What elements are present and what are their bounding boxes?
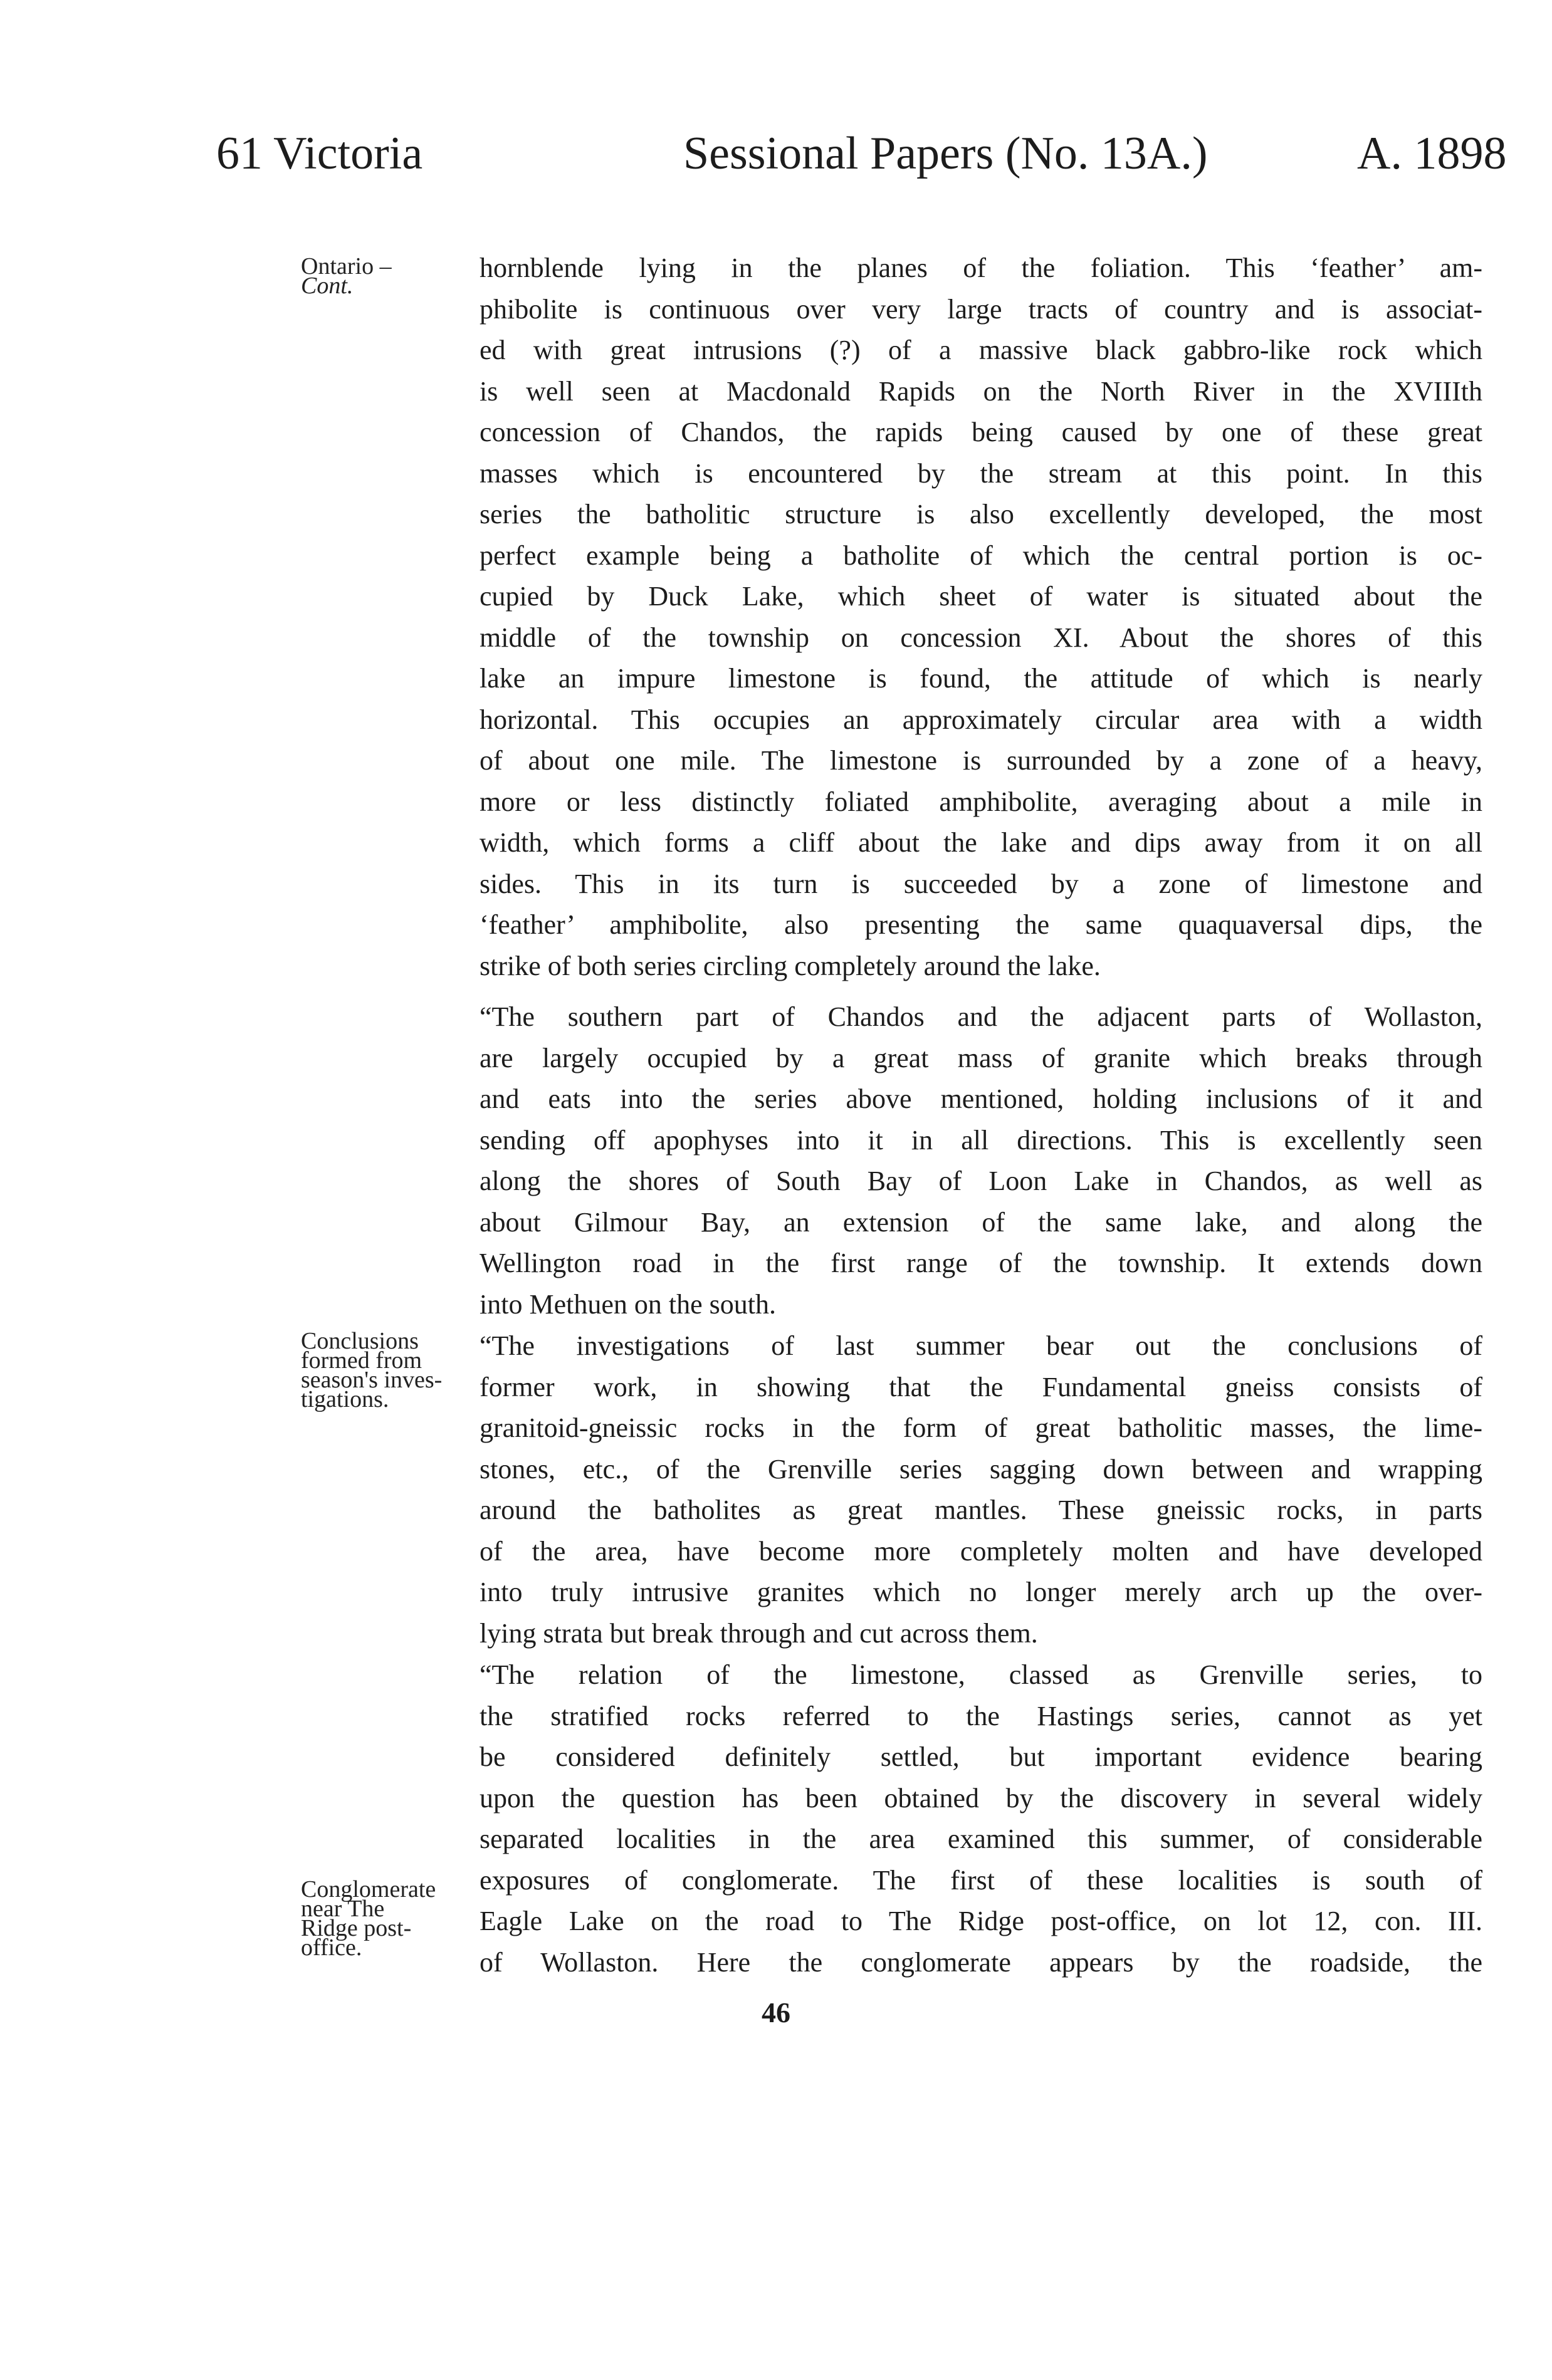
- text-line: hornblende lying in the planes of the foliation. This ‘feather’ am-: [480, 253, 1482, 283]
- text-line: phibolite is continuous over very large tracts of country and is associat-: [480, 293, 1482, 325]
- sidenote-line: office.: [301, 1934, 362, 1961]
- text-line: of the area, have become more completely molten and have developed: [480, 1535, 1482, 1567]
- text-line: separated localities in the area examined this summer, of considerable: [480, 1824, 1482, 1854]
- sidenote-line: Ridge post-: [301, 1915, 412, 1941]
- text-line: ed with great intrusions (?) of a massive black gabbro-like rock which: [480, 335, 1482, 365]
- sidenote-ontario: [301, 253, 464, 299]
- text-line: into truly intrusive granites which no longer merely arch up the over-: [480, 1577, 1482, 1607]
- text-line: and eats into the series above mentioned, holding inclusions of it and: [480, 1083, 1482, 1114]
- text-line: horizontal. This occupies an approximately circular area with a width: [480, 704, 1482, 735]
- text-line: cupied by Duck Lake, which sheet of water is situated about the: [480, 581, 1482, 612]
- text-line: width, which forms a cliff about the lake and dips away from it on all: [480, 827, 1482, 858]
- paragraph-southern-chandos: [480, 996, 1482, 1325]
- text-line: series the batholitic structure is also excellently developed, the most: [480, 499, 1482, 530]
- text-line: of Wollaston. Here the conglomerate appears by the roadside, the: [480, 1946, 1482, 1978]
- paragraph-limestone-relation: [480, 1654, 1482, 1983]
- sidenote-line: near The: [301, 1896, 385, 1922]
- text-line: are largely occupied by a great mass of granite which breaks through: [480, 1042, 1482, 1073]
- sidenote-line: season's inves-: [301, 1367, 443, 1393]
- text-line: former work, in showing that the Fundamental gneiss consists of: [480, 1371, 1482, 1402]
- page-number: 46: [762, 1996, 790, 2028]
- sidenote-conclusions: [301, 1328, 464, 1412]
- paragraph-investigations: [480, 1325, 1482, 1654]
- sidenote-line: Ontario –: [301, 253, 392, 279]
- sidenote-conglomerate: [301, 1876, 464, 1961]
- sidenote-line: Cont.: [301, 273, 354, 299]
- text-line: lake an impure limestone is found, the attitude of which is nearly: [480, 663, 1482, 694]
- text-line: perfect example being a batholite of which the central portion is oc-: [480, 540, 1482, 571]
- text-line: Wellington road in the first range of the township. It extends down: [480, 1248, 1482, 1278]
- text-line: “The investigations of last summer bear out the conclusions of: [480, 1330, 1482, 1361]
- text-line: sending off apophyses into it in all directions. This is excellently seen: [480, 1124, 1482, 1156]
- text-line: lying strata but break through and cut across them.: [480, 1617, 1038, 1649]
- text-line: ‘feather’ amphibolite, also presenting the same quaquaversal dips, the: [480, 909, 1482, 940]
- text-line: is well seen at Macdonald Rapids on the North River in the XVIIIth: [480, 375, 1482, 407]
- text-line: Eagle Lake on the road to The Ridge post-office, on lot 12, con. III.: [480, 1906, 1482, 1936]
- text-line: strike of both series circling completely around the lake.: [480, 950, 1101, 981]
- text-line: more or less distinctly foliated amphibolite, averaging about a mile in: [480, 786, 1482, 817]
- text-line: around the batholites as great mantles. These gneissic rocks, in parts: [480, 1495, 1482, 1525]
- sidenote-line: Conglomerate: [301, 1876, 436, 1902]
- text-line: masses which is encountered by the stream at this point. In this: [480, 457, 1482, 489]
- text-line: upon the question has been obtained by the discovery in several widely: [480, 1782, 1482, 1814]
- text-line: stones, etc., of the Grenville series sagging down between and wrapping: [480, 1453, 1482, 1485]
- header-title: Sessional Papers (No. 13A.): [683, 128, 1208, 179]
- text-line: of about one mile. The limestone is surrounded by a zone of a heavy,: [480, 745, 1482, 776]
- text-line: “The relation of the limestone, classed as Grenville series, to: [480, 1659, 1482, 1690]
- text-line: the stratified rocks referred to the Hastings series, cannot as yet: [480, 1700, 1482, 1731]
- header-year: A. 1898: [1357, 128, 1507, 179]
- text-line: along the shores of South Bay of Loon Lake in Chandos, as well as: [480, 1166, 1482, 1196]
- sidenote-line: Conclusions: [301, 1328, 419, 1354]
- text-line: into Methuen on the south.: [480, 1288, 776, 1320]
- text-line: about Gilmour Bay, an extension of the same lake, and along the: [480, 1206, 1482, 1238]
- text-line: sides. This in its turn is succeeded by a zone of limestone and: [480, 868, 1482, 899]
- sidenote-line: formed from: [301, 1347, 422, 1374]
- text-line: concession of Chandos, the rapids being caused by one of these great: [480, 417, 1482, 447]
- text-line: “The southern part of Chandos and the adjacent parts of Wollaston,: [480, 1001, 1482, 1032]
- text-line: middle of the township on concession XI. About the shores of this: [480, 622, 1482, 653]
- text-line: granitoid-gneissic rocks in the form of great batholitic masses, the lime-: [480, 1412, 1482, 1443]
- paragraph-feather-amphibolite: [480, 248, 1482, 986]
- running-header: [0, 128, 1552, 179]
- text-line: exposures of conglomerate. The first of these localities is south of: [480, 1864, 1482, 1896]
- header-volume: 61 Victoria: [216, 128, 423, 179]
- text-line: be considered definitely settled, but important evidence bearing: [480, 1741, 1482, 1772]
- sidenote-line: tigations.: [301, 1386, 389, 1412]
